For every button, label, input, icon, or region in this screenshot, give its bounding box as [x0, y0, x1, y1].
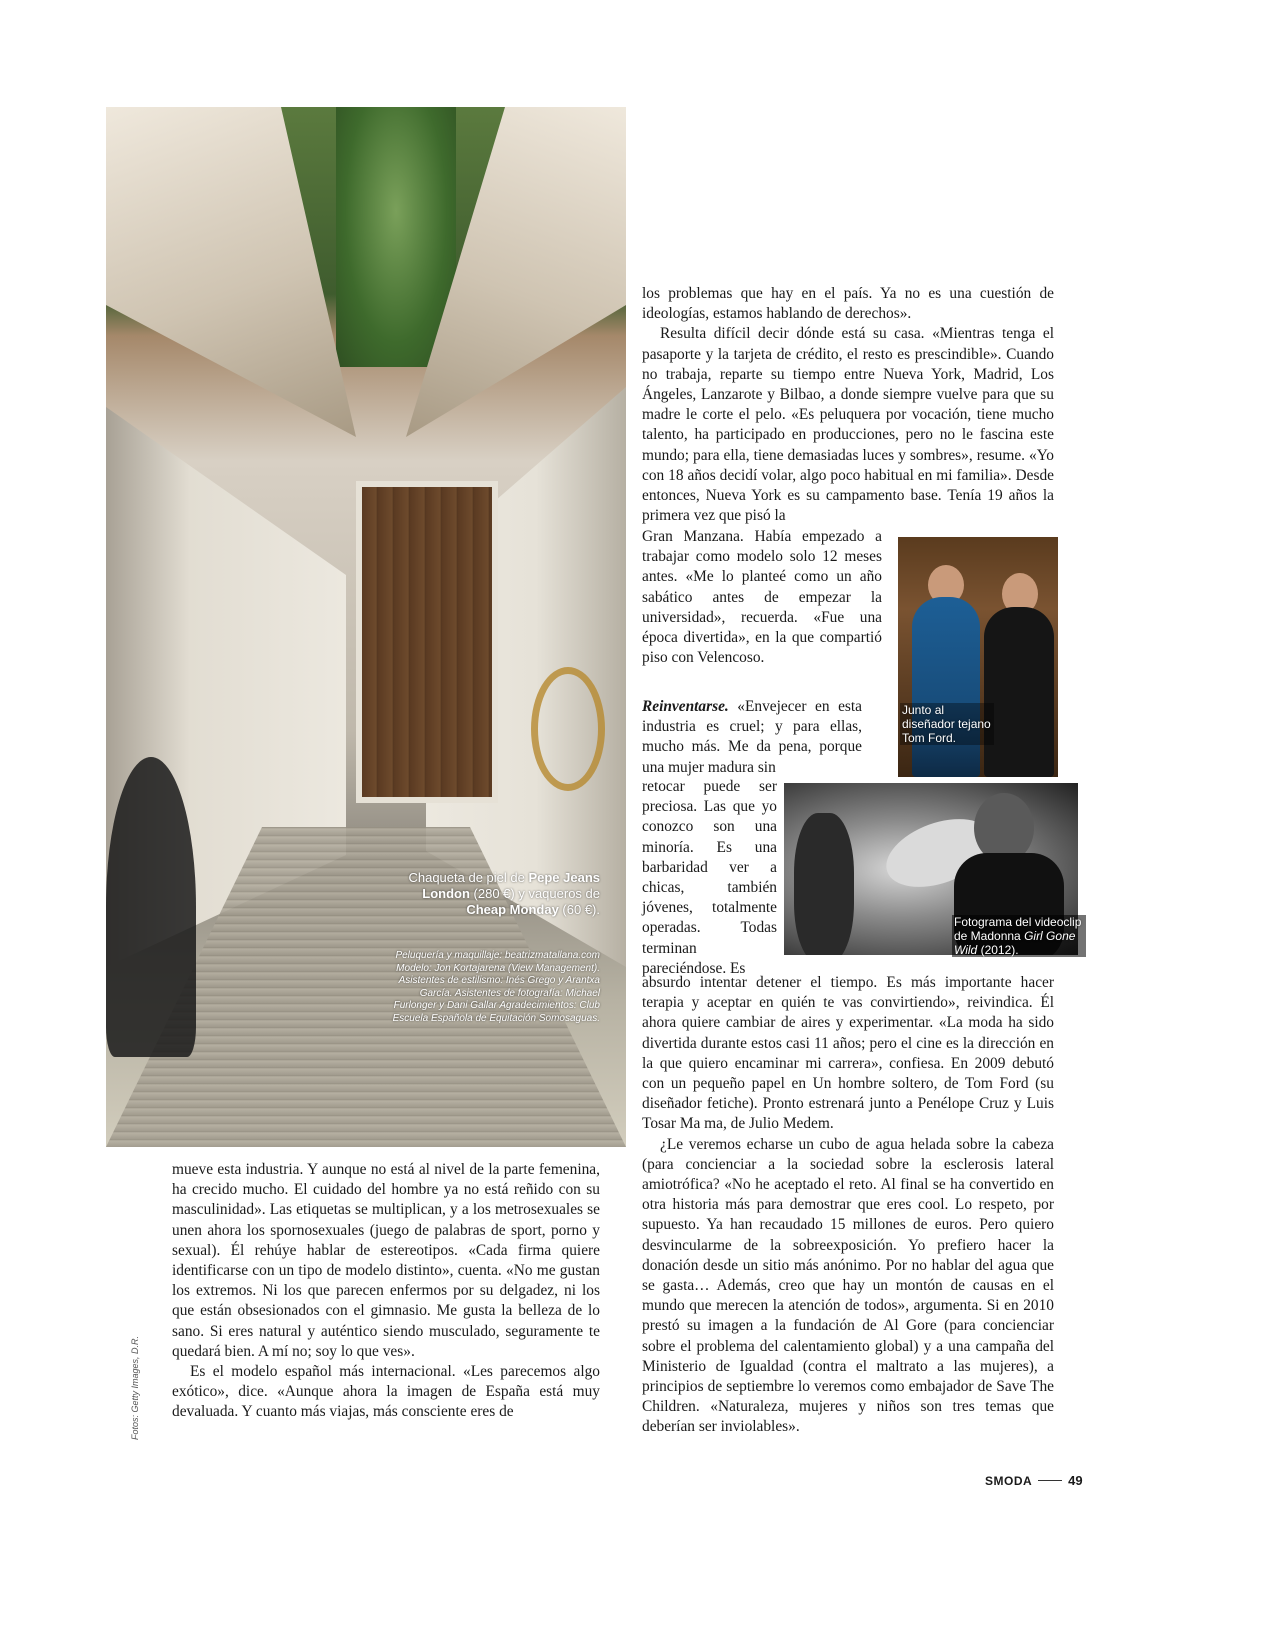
- paragraph: Reinventarse. «Envejecer en esta industria es cruel; y para ellas, mucho más. Me da pena, porque una mujer madura sin: [642, 698, 862, 776]
- photo-roof-left: [106, 107, 356, 437]
- section-lead-in: Reinventarse.: [642, 698, 729, 715]
- article-column-right-top: [642, 284, 1054, 526]
- magazine-brand: SMODA: [985, 1473, 1033, 1488]
- paragraph: mueve esta industria. Y aunque no está al nivel de la parte femenina, ha crecido mucho. El cuidado del hombre ya no está reñido con su masculinidad». Las etiquetas se multiplican, y a los metrosexuales se unen ahora los spornosexuales (juego de palabras de sport, porno y sexual). Él rehúye hablar de estereotipos. «Cada firma quiere identificarse con un tipo de modelo distinto», cuenta. «No me gustan los extremos. Ni los que parecen enfermos por su delgadez, ni los que están obsesionados con el gimnasio. Me gusta la belleza de lo sano. Si eres natural y auténtico siendo musculado, seguramente te quedará bien. A mí no; soy lo que ves».: [172, 1161, 600, 1360]
- photo-sky-foliage: [336, 107, 456, 367]
- inset-caption-tom-ford: Junto al diseñador tejano Tom Ford.: [900, 703, 994, 745]
- paragraph: Es el modelo español más internacional. «Les parecemos algo exótico», dice. «Aunque ahora la imagen de España está muy devaluada. Y cuanto más viajas, más consciente eres de: [172, 1363, 600, 1421]
- inset-caption-madonna: Fotograma del videoclip de Madonna Girl Gone Wild (2012).: [952, 915, 1086, 957]
- page-number: 49: [1068, 1473, 1083, 1488]
- article-column-left-bottom: [172, 1160, 600, 1423]
- page-footer: [985, 1473, 1083, 1488]
- paragraph: ¿Le veremos echarse un cubo de agua helada sobre la cabeza (para concienciar a la sociedad sobre la esclerosis lateral amiotrófica? «No he aceptado el reto. Al final se ha convertido en otra historia más para demostrar que eres cool. Lo respeto, por supuesto. Ya han recaudado 15 millones de euros. Pero quiero desvincularme de la sobreexposición. Yo prefiero hacer la donación desde un sitio más anónimo. Por no hablar del agua que se gasta… Además, creo que hay un montón de causas en el mundo que merecen la atención de todos», argumenta. Si en 2010 prestó su imagen a la fundación de Al Gore (para concienciar sobre el problema del calentamiento global) y a una campaña del Ministerio de Igualdad (contra el maltrato a las mujeres), a principios de septiembre lo veremos como embajador de Save The Children. «Naturaleza, mujeres y niños son tres temas que deberían ser inviolables».: [642, 1135, 1054, 1436]
- article-column-right-bottom: [642, 973, 1054, 1438]
- main-photo-caption: Chaqueta de piel de Pepe Jeans London (280 €) y vaqueros de Cheap Monday (60 €).: [408, 870, 600, 917]
- main-photo-credits: Peluquería y maquillaje: beatrizmatallana.com Modelo: Jon Kortajarena (View Management). Asistentes de estilismo: Inés Grego y Arantxa García. Asistentes de fotografía: Michael Furlonger y Dani Gallar Agradecimientos: Club Escuela Española de Equitación Somosaguas.: [392, 950, 600, 1024]
- footer-rule: [1038, 1480, 1062, 1481]
- paragraph: retocar puede ser preciosa. Las que yo conozco son una minoría. Es una barbaridad ver a chicas, también jóvenes, totalmente operadas. Todas terminan pareciéndose. Es: [642, 778, 777, 977]
- photo-hose: [531, 667, 605, 791]
- article-column-right-mid: [642, 527, 882, 668]
- paragraph: absurdo intentar detener el tiempo. Es más importante hacer terapia y aceptar en quién te vas convirtiendo», reivindica. Él ahora quiere cambiar de aires y experimentar. «La moda ha sido divertida durante estos casi 11 años; pero el cine es la dirección en la que quiero encaminar mi carrera», confiesa. En 2009 debutó con un pequeño papel en Un hombre soltero, de Tom Ford (su diseñador fetiche). Pronto estrenará junto a Penélope Cruz y Luis Tosar Ma ma, de Julio Medem.: [642, 974, 1054, 1133]
- article-column-right-mid2: [642, 697, 862, 778]
- paragraph: los problemas que hay en el país. Ya no es una cuestión de ideologías, estamos hablando de derechos».: [642, 285, 1054, 323]
- photo-shadow: [106, 757, 196, 1057]
- photo-wooden-door: [362, 487, 492, 797]
- paragraph: Gran Manzana. Había empezado a trabajar como modelo solo 12 meses antes. «Me lo planteé como un año sabático antes de empezar la universidad», recuerda. «Fue una época divertida», en la que compartió piso con Velencoso.: [642, 528, 882, 667]
- paragraph: Resulta difícil decir dónde está su casa. «Mientras tenga el pasaporte y la tarjeta de crédito, el resto es prescindible». Cuando no trabaja, reparte su tiempo entre Nueva York, Madrid, Los Ángeles, Lanzarote y Bilbao, a donde siempre vuelve para que su madre le corte el pelo. «Es peluquera por vocación, tiene mucho talento, ha participado en producciones, pero no le fascina este mundo; para ella, tiene demasiadas luces y sombres», resume. «Yo con 18 años decidí volar, algo poco habitual en mi familia». Desde entonces, Nueva York es su campamento base. Tenía 19 años la primera vez que pisó la: [642, 325, 1054, 525]
- photo-credit-vertical: Fotos: Getty Images, D.R.: [130, 1335, 140, 1440]
- article-column-right-mid3: [642, 777, 777, 979]
